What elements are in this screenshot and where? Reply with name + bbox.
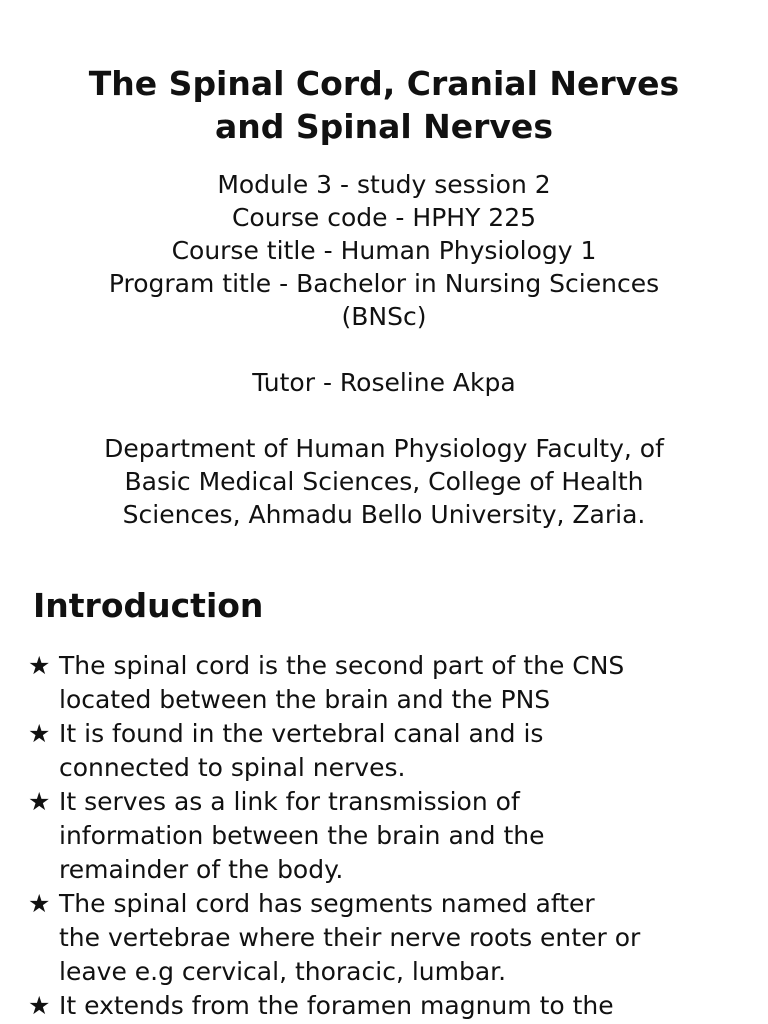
- spacer: [60, 399, 708, 432]
- star-icon: ★: [28, 719, 51, 748]
- bullet-text: the vertebrae where their nerve roots enter or: [59, 923, 641, 952]
- department-line: Department of Human Physiology Faculty, of: [104, 434, 664, 463]
- bullet-text: located between the brain and the PNS: [59, 685, 551, 714]
- bullet-text: It is found in the vertebral canal and is: [59, 719, 544, 748]
- bullet-text: The spinal cord has segments named after: [59, 889, 595, 918]
- bullet-text: leave e.g cervical, thoracic, lumbar.: [59, 957, 507, 986]
- spacer: [60, 333, 708, 366]
- module-info: Module 3 - study session 2: [217, 170, 551, 199]
- bullet-text: It serves as a link for transmission of: [59, 787, 520, 816]
- section-heading: Introduction: [33, 586, 264, 625]
- bullet-text: connected to spinal nerves.: [59, 753, 406, 782]
- tutor-name: Tutor - Roseline Akpa: [252, 368, 516, 397]
- star-icon: ★: [28, 651, 51, 680]
- program-title-continued: (BNSc): [341, 302, 427, 331]
- title-line: and Spinal Nerves: [215, 107, 553, 146]
- star-icon: ★: [28, 991, 51, 1020]
- bullet-item: [28, 989, 758, 1023]
- bullet-text: The spinal cord is the second part of the CNS: [59, 651, 625, 680]
- course-details: [60, 168, 708, 531]
- course-code: Course code - HPHY 225: [231, 203, 537, 232]
- star-icon: ★: [28, 889, 51, 918]
- star-icon: ★: [28, 787, 51, 816]
- bullet-item: [28, 717, 758, 785]
- bullet-item: [28, 785, 758, 887]
- title-line: The Spinal Cord, Cranial Nerves: [88, 64, 680, 103]
- bullet-text: remainder of the body.: [59, 855, 344, 884]
- document-title: [0, 62, 768, 148]
- program-title: Program title - Bachelor in Nursing Sciences: [108, 269, 660, 298]
- course-title: Course title - Human Physiology 1: [171, 236, 597, 265]
- bullet-item: [28, 887, 758, 989]
- bullet-text: information between the brain and the: [59, 821, 545, 850]
- department-line: Sciences, Ahmadu Bello University, Zaria.: [122, 500, 646, 529]
- introduction-bullet-list: [28, 649, 758, 1023]
- department-line: Basic Medical Sciences, College of Health: [124, 467, 644, 496]
- bullet-item: [28, 649, 758, 717]
- bullet-text: It extends from the foramen magnum to the: [59, 991, 614, 1020]
